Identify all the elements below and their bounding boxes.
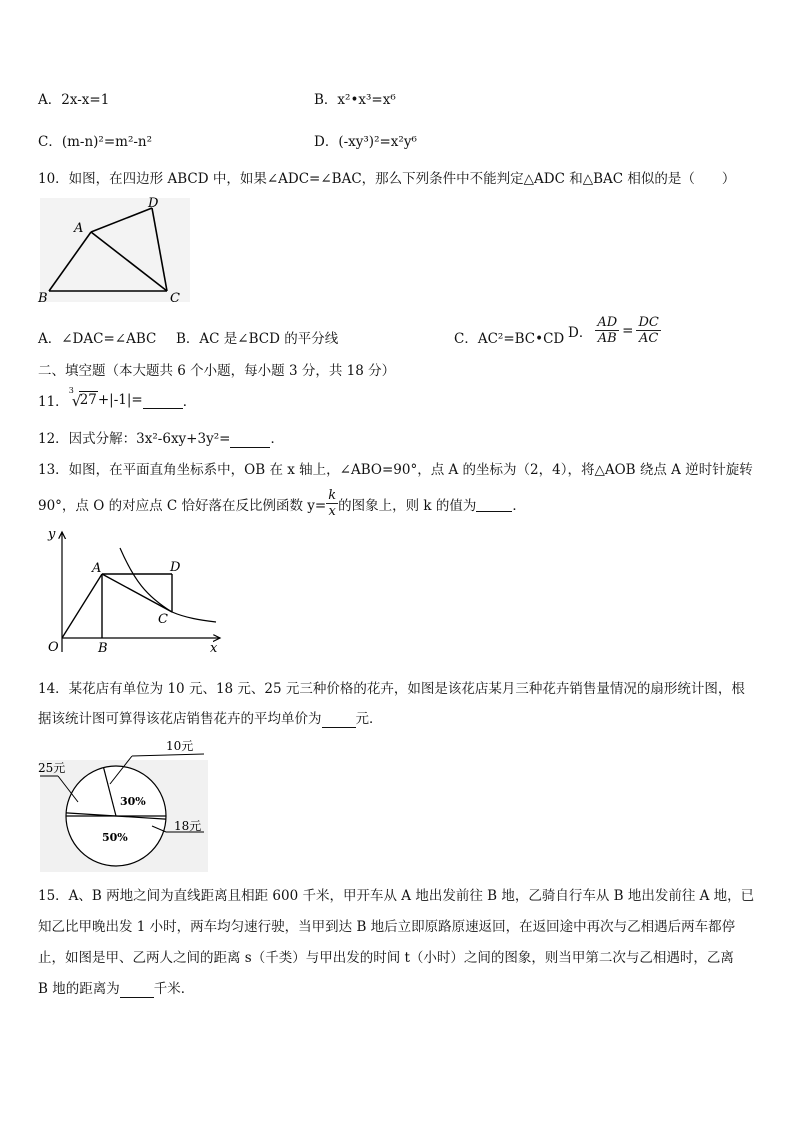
answer-blank: [322, 711, 356, 728]
section-heading-fill-in: 二、填空题（本大题共 6 个小题，每小题 3 分，共 18 分）: [38, 363, 396, 379]
q9-option-c: C．(m-n)²=m²-n²: [38, 134, 153, 150]
q10-option-c: C．AC²=BC•CD: [454, 331, 565, 347]
q13-line2-post: 的图象上，则 k 的值为: [338, 497, 477, 514]
equals-sign: =: [622, 322, 634, 339]
fraction-denominator: AB: [597, 331, 617, 346]
q15-line2: 知乙比甲晚出发 1 小时，两车均匀速行驶，当甲到达 B 地后立即原路原速返回，在返回途中再次与乙相遇后两车都停: [38, 919, 736, 935]
label-a: A: [92, 561, 102, 576]
radical-sign-icon: √: [71, 392, 82, 410]
label-d: D: [148, 196, 159, 211]
category-label-18: 18元: [174, 819, 202, 833]
label-c: C: [158, 612, 168, 627]
q11-rest: +|-1|=: [97, 392, 143, 408]
slice-label-18: 50%: [102, 831, 128, 844]
answer-blank: [230, 431, 270, 448]
label-o: O: [48, 640, 59, 655]
q10-option-d-prefix: D．: [568, 324, 593, 341]
q12-end: ．: [270, 431, 284, 447]
q9-option-a: A．2x-x=1: [38, 92, 110, 108]
q14-line2-text: 据该统计图可算得该花店销售花卉的平均单价为: [38, 711, 322, 727]
fraction-k-over-x: [326, 488, 338, 519]
q13-coordinate-figure: [34, 524, 234, 656]
fraction-denominator: AC: [638, 331, 659, 346]
fraction-ad-ab: [595, 315, 619, 346]
q15-line4-text: B 地的距离为: [38, 981, 120, 997]
q13-end: ．: [512, 497, 526, 514]
category-label-10: 10元: [166, 739, 194, 753]
q10-stem: 10．如图，在四边形 ABCD 中，如果∠ADC=∠BAC，那么下列条件中不能判定△ADC 和△BAC 相似的是（ ）: [38, 171, 736, 187]
label-d: D: [170, 560, 181, 575]
answer-blank: [476, 495, 512, 512]
fraction-numerator: DC: [638, 315, 659, 330]
q10-option-d: [568, 315, 661, 346]
q10-option-b: B．AC 是∠BCD 的平分线: [176, 331, 339, 347]
q14-line2: [38, 707, 383, 728]
q15-line4: [38, 977, 194, 998]
label-c: C: [170, 291, 180, 306]
fraction-denominator: x: [328, 504, 336, 519]
q15-line1: 15．A、B 两地之间为直线距离且相距 600 千米，甲开车从 A 地出发前往 B 地，乙骑自行车从 B 地出发前往 A 地，已: [38, 888, 755, 904]
label-b: B: [98, 641, 108, 656]
fraction-numerator: AD: [597, 315, 618, 330]
answer-blank: [120, 981, 154, 998]
q12: [38, 427, 284, 448]
leader-line-10-tail: [132, 754, 204, 756]
q14-end: 元．: [355, 711, 383, 727]
slice-label-10: 30%: [120, 795, 146, 808]
q9-option-d: D．(-xy³)²=x²y⁶: [314, 134, 417, 150]
category-label-25: 25元: [38, 761, 66, 775]
radicand: 27: [79, 392, 97, 408]
cube-root: [68, 386, 98, 410]
q11-prefix: 11．: [38, 394, 69, 410]
q10-option-a: A．∠DAC=∠ABC: [38, 331, 157, 347]
q15-end: 千米．: [153, 981, 195, 997]
root-index: 3: [68, 386, 74, 395]
q12-text: 12．因式分解：3x²-6xy+3y²=: [38, 431, 231, 447]
hyperbola-curve: [120, 548, 216, 622]
q14-pie-chart: [34, 734, 214, 874]
q10-quadrilateral-figure: [36, 192, 196, 310]
label-y: y: [48, 527, 56, 542]
pie-slices: [66, 766, 166, 866]
label-x: x: [210, 641, 218, 656]
q13-line2-pre: 90°，点 O 的对应点 C 恰好落在反比例函数 y=: [38, 497, 327, 514]
q15-line3: 止，如图是甲、乙两人之间的距离 s（千类）与甲出发的时间 t（小时）之间的图象，则当甲第二次与乙相遇时，乙离: [38, 950, 734, 966]
q13-line2: [38, 488, 526, 519]
q11: [38, 386, 197, 410]
q11-end: ．: [182, 394, 197, 410]
answer-blank: [143, 392, 183, 409]
label-a: A: [74, 221, 84, 236]
fraction-dc-ac: [636, 315, 660, 346]
q13-line1: 13．如图，在平面直角坐标系中，OB 在 x 轴上，∠ABO=90°，点 A 的坐标为（2，4），将△AOB 绕点 A 逆时针旋转: [38, 462, 753, 478]
segment-oa: [62, 574, 102, 638]
fraction-numerator: k: [328, 488, 337, 503]
label-b: B: [38, 291, 48, 306]
q14-line1: 14．某花店有单位为 10 元、18 元、25 元三种价格的花卉，如图是该花店某月三种花卉销售量情况的扇形统计图，根: [38, 681, 745, 697]
q9-option-b: B．x²•x³=x⁶: [314, 92, 396, 108]
